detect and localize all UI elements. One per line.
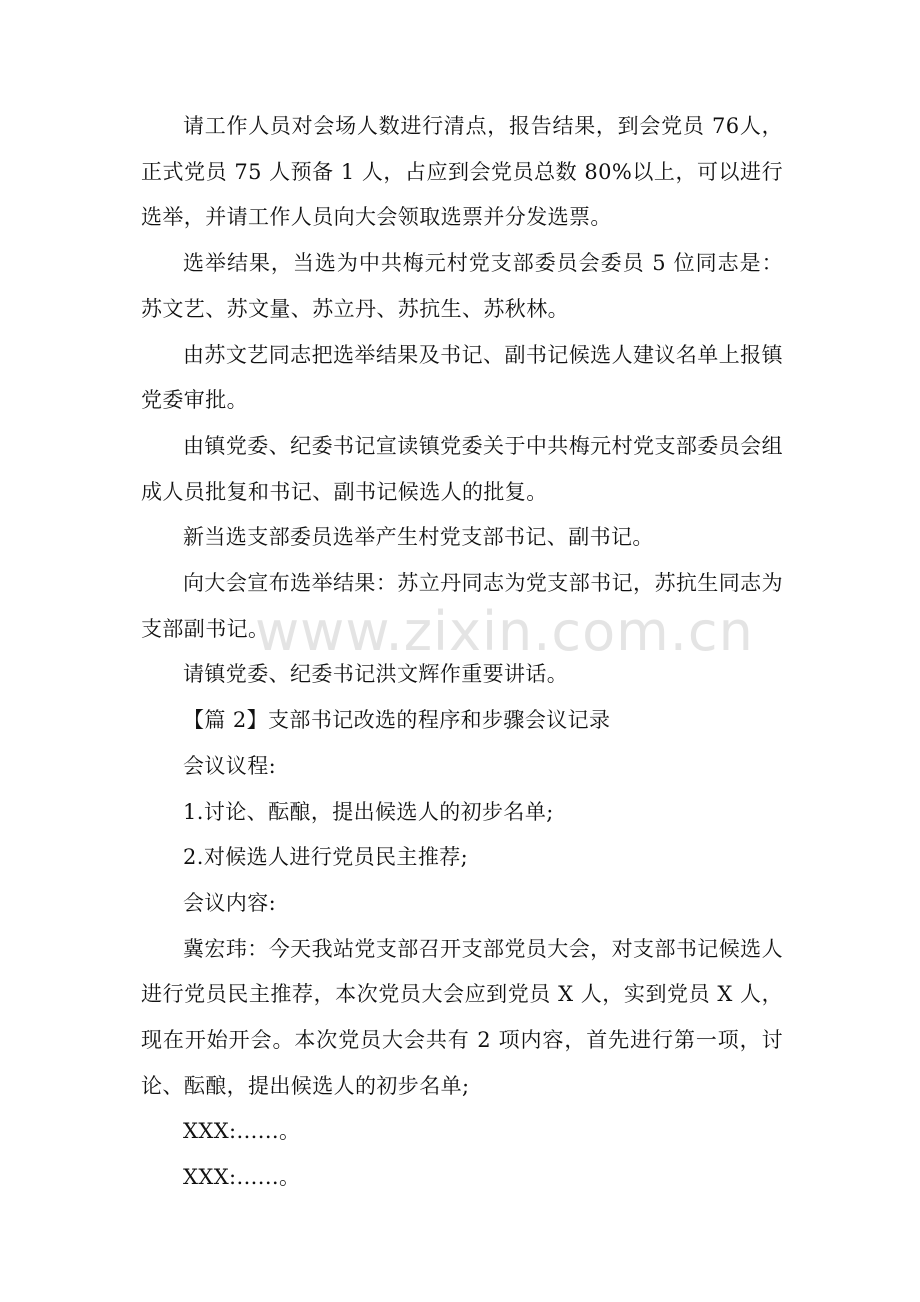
- paragraph-report-approval: 由苏文艺同志把选举结果及书记、副书记候选人建议名单上报镇党委审批。: [141, 342, 783, 413]
- paragraph-announce-result: 向大会宣布选举结果：苏立丹同志为党支部书记，苏抗生同志为支部副书记。: [141, 571, 783, 641]
- placeholder-speaker-2: XXX:......。: [183, 1165, 301, 1190]
- agenda-item-2: 2.对候选人进行党员民主推荐;: [183, 845, 469, 870]
- content-label: 会议内容:: [183, 890, 277, 915]
- paragraph-meeting-opening: 冀宏玮：今天我站党支部召开支部党员大会，对支部书记候选人进行党员民主推荐，本次党员大会应到党员 X 人，实到党员 X 人，现在开始开会。本次党员大会共有 2 项内容，首先进行第一项，讨论、酝酿，提出候选人的初步名单;: [141, 936, 783, 1098]
- paragraph-speech: 请镇党委、纪委书记洪文辉作重要讲话。: [183, 662, 569, 687]
- paragraph-approval-reading: 由镇党委、纪委书记宣读镇党委关于中共梅元村党支部委员会组成人员批复和书记、副书记候选人的批复。: [141, 433, 783, 504]
- agenda-label: 会议议程:: [183, 753, 277, 778]
- paragraph-secretary-election: 新当选支部委员选举产生村党支部书记、副书记。: [183, 525, 654, 550]
- section-heading: 【篇 2】支部书记改选的程序和步骤会议记录: [183, 708, 611, 733]
- paragraph-vote-count: 请工作人员对会场人数进行清点，报告结果，到会党员 76人，正式党员 75 人预备 1 人，占应到会党员总数 80%以上，可以进行选举，并请工作人员向大会领取选票并分发选票。: [141, 114, 783, 230]
- watermark: www.zixin.com.cn: [255, 600, 754, 663]
- placeholder-speaker-1: XXX:......。: [183, 1119, 301, 1144]
- document-body: [141, 104, 783, 1201]
- agenda-item-1: 1.讨论、酝酿，提出候选人的初步名单;: [183, 799, 554, 824]
- paragraph-election-result: 选举结果，当选为中共梅元村党支部委员会委员 5 位同志是：苏文艺、苏文量、苏立丹、苏抗生、苏秋林。: [141, 251, 783, 321]
